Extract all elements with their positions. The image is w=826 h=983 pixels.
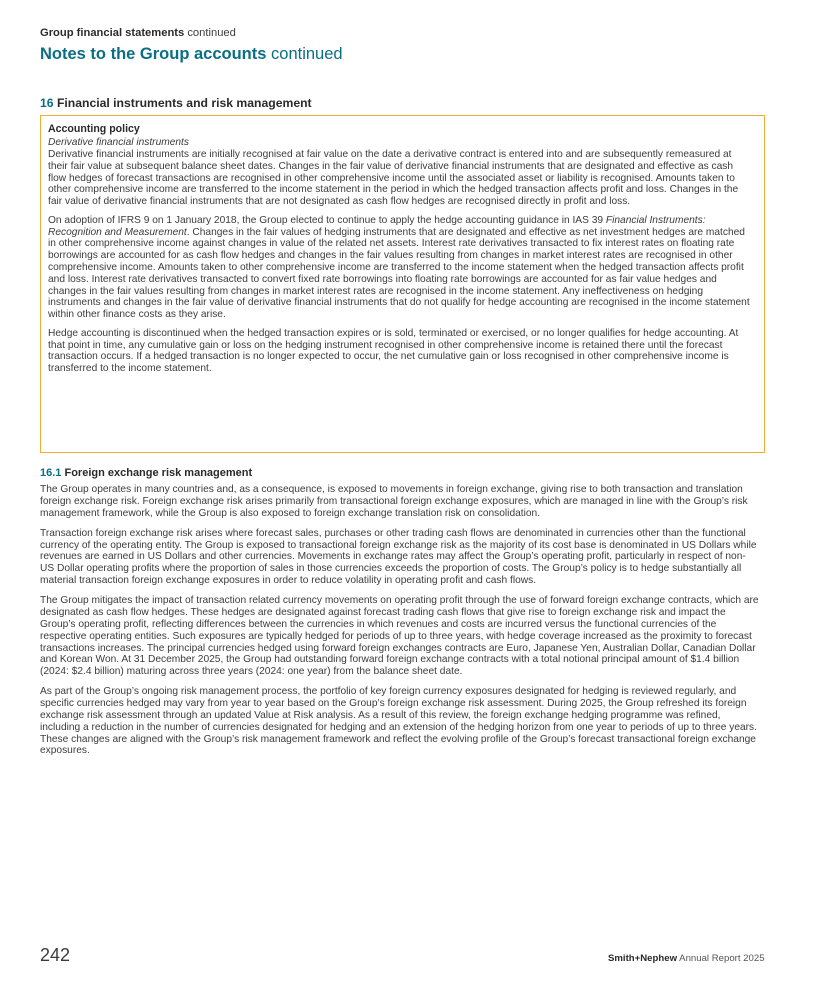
section-header-bold: Group financial statements <box>40 27 185 39</box>
section-title: Financial instruments and risk management <box>53 96 312 110</box>
page-number: 242 <box>40 945 71 965</box>
standard-title: Financial Instruments: Recognition and Measurement <box>48 214 706 238</box>
page-title-bold: Notes to the Group accounts <box>40 45 267 63</box>
body-text <box>40 484 760 766</box>
section-header-suffix: continued <box>184 27 236 39</box>
paragraph-text: . Changes in the fair values of hedging instruments that are designated and effective as net investment hedges are matched in other comprehensive income against changes in value of the related net assets. Interest rate derivatives transacted to fix interest rates on floating rate borrowings are accounted for as cash flow hedges and changes in the fair values resulting from changes in market interest rates are recognised in other comprehensive income. Amounts taken to other comprehensive income are transferred to the income statement when the hedged transaction affects profit and loss. Interest rate derivatives transacted to convert fixed rate borrowings into floating rate borrowings are accounted for as fair value hedges and changes in the fair values resulting from changes in market interest rates are recognised in the income statement. Any ineffectiveness on hedging instruments and changes in the fair value of derivative financial instruments that do not qualify for hedge accounting are recognised in the income statement within other finance costs as they arise. <box>48 226 750 321</box>
page-title <box>40 45 343 64</box>
body-paragraph: As part of the Group’s ongoing risk management process, the portfolio of key foreign currency exposures designated for hedging is reviewed regularly, and specific currencies hedged may vary from year to year based on the Group’s foreign exchange risk assessment. During 2025, the Group refreshed its foreign exchange risk assessment through an updated Value at Risk analysis. As a result of this review, the foreign exchange hedging programme was refined, including a reduction in the number of currencies designated for hedging and an extension of the hedging horizon from one year to periods of up to three years. These changes are aligned with the Group’s risk management framework and reflect the evolving profile of the Group’s forecast transactional foreign exchange exposures. <box>40 686 757 757</box>
accounting-policy-paragraph <box>48 215 753 321</box>
page-title-suffix: continued <box>266 45 343 63</box>
section-header <box>40 27 236 39</box>
accounting-policy-paragraph: Derivative financial instruments are initially recognised at fair value on the date a derivative contract is entered into and are subsequently remeasured at their fair value at subsequent balance sheet dates. Changes in the fair value of derivative financial instruments that are designated and effective as cash flow hedges of forecast transactions are recognised in other comprehensive income until the associated asset or liability is recognised. Amounts taken to other comprehensive income are transferred to the income statement in the period in which the hedged transaction affects profit and loss. Changes in the fair value of derivative financial instruments that are not designated as cash flow hedges are recognised directly in profit and loss. <box>48 149 739 208</box>
accounting-policy-title: Accounting policy <box>48 123 140 135</box>
brand-name: Smith+Nephew <box>608 953 678 964</box>
section-number: 16 <box>40 96 54 110</box>
paragraph-text: On adoption of IFRS 9 on 1 January 2018, the Group elected to continue to apply the hedge accounting guidance in IAS 39 <box>48 214 606 226</box>
section-heading <box>40 96 312 110</box>
report-title: Annual Report 2025 <box>677 953 765 964</box>
accounting-policy-box <box>40 115 765 453</box>
subsection-heading <box>40 467 252 479</box>
body-paragraph: Transaction foreign exchange risk arises where forecast sales, purchases or other trading cash flows are denominated in currencies other than the functional currency of the operating entity. The Group is exposed to transactional foreign exchange risk as the majority of its cost base is denominated in US Dollars while revenues are earned in US Dollars and other currencies. Movements in exchange rates may affect the Group’s operating profit, particularly in respect of non- US Dollar operating profits where the proportion of sales in those currencies exceeds the proportion of costs. The Group’s policy is to hedge substantially all material transaction foreign exchange exposures in order to reduce volatility in operating profit and cash flows. <box>40 527 757 587</box>
accounting-policy-subtitle: Derivative financial instruments <box>48 137 189 148</box>
body-paragraph: The Group operates in many countries and, as a consequence, is exposed to movements in foreign exchange, giving rise to both transaction and translation foreign exchange risk. Foreign exchange risk arises primarily from transactional foreign exchange exposures, which are managed in line with the Group’s risk management framework, while the Group is also exposed to foreign exchange translation risk on consolidation. <box>40 484 748 519</box>
body-paragraph: The Group mitigates the impact of transaction related currency movements on operating profit through the use of forward foreign exchange contracts, which are designated as cash flow hedges. These hedges are designated against forecast trading cash flows that give rise to foreign exchange risk and impact the Group’s operating profit, reflecting differences between the currencies in which revenues and costs are incurred versus the functional currencies of the respective operating entities. Such exposures are typically hedged for periods of up to three years, with hedge coverage increased as the proximity to forecast transactions increases. The principal currencies hedged using forward foreign exchanges contracts are Euro, Japanese Yen, Australian Dollar, Canadian Dollar and Korean Won. At 31 December 2025, the Group had outstanding forward foreign exchange contracts with a total notional principal amount of $1.4 billion (2024: $2.4 billion) maturing across three years (2024: one year) from the balance sheet date. <box>40 595 759 678</box>
subsection-title: Foreign exchange risk management <box>61 467 253 479</box>
subsection-number: 16.1 <box>40 467 62 479</box>
footer-report-name <box>608 953 765 964</box>
accounting-policy-paragraph: Hedge accounting is discontinued when the hedged transaction expires or is sold, terminated or exercised, or no longer qualifies for hedge accounting. At that point in time, any cumulative gain or loss on the hedging instrument recognised in other comprehensive income is retained there until the forecast transaction occurs. If a hedged transaction is no longer expected to occur, the net cumulative gain or loss recognised in other comprehensive income is transferred to the income statement. <box>48 327 739 375</box>
